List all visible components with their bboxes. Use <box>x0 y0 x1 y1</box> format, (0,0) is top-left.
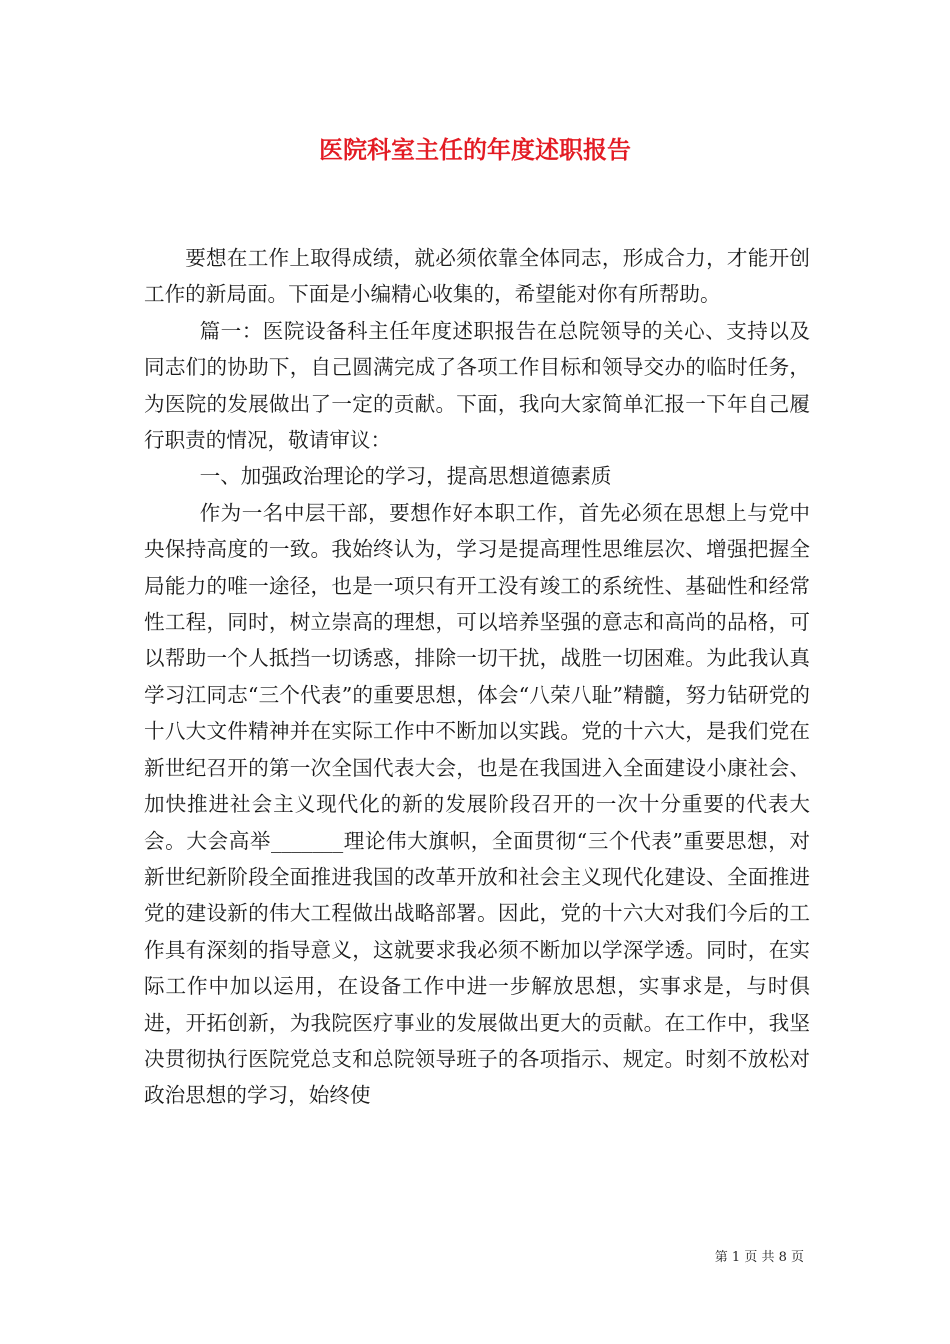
page-number: 第 1 页 共 8 页 <box>714 1250 804 1265</box>
paragraph-part-one: 篇一：医院设备科主任年度述职报告在总院领导的关心、支持以及同志们的协助下，自己圆满完成了各项工作目标和领导交办的临时任务，为医院的发展做出了一定的贡献。下面，我向大家简单汇报一下年自己履行职责的情况，敬请审议： <box>144 318 810 453</box>
section-heading-1: 一、加强政治理论的学习，提高思想道德素质 <box>199 464 612 489</box>
document-title: 医院科室主任的年度述职报告 <box>319 135 631 164</box>
paragraph-intro: 要想在工作上取得成绩，就必须依靠全体同志，形成合力，才能开创工作的新局面。下面是小编精心收集的，希望能对你有所帮助。 <box>144 246 810 307</box>
paragraph-section-1-body: 作为一名中层干部，要想作好本职工作，首先必须在思想上与党中央保持高度的一致。我始终认为，学习是提高理性思维层次、增强把握全局能力的唯一途径，也是一项只有开工没有竣工的系统性、基础性和经常性工程，同时，树立崇高的理想，可以培养坚强的意志和高尚的品格，可以帮助一个人抵挡一切诱惑，排除一切干扰，战胜一切困难。为此我认真学习江同志“三个代表”的重要思想，体会“八荣八耻”精髓，努力钻研党的十八大文件精神并在实际工作中不断加以实践。党的十六大，是我们党在新世纪召开的第一次全国代表大会，也是在我国进入全面建设小康社会、加快推进社会主义现代化的新的发展阶段召开的一次十分重要的代表大会。大会高举_______理论伟大旗帜，全面贯彻“三个代表”重要思想，对新世纪新阶段全面推进我国的改革开放和社会主义现代化建设、全面推进党的建设新的伟大工程做出战略部署。因此，党的十六大对我们今后的工作具有深刻的指导意义，这就要求我必须不断加以学深学透。同时，在实际工作中加以运用，在设备工作中进一步解放思想，实事求是，与时俱进，开拓创新，为我院医疗事业的发展做出更大的贡献。在工作中，我坚决贯彻执行医院党总支和总院领导班子的各项指示、规定。时刻不放松对政治思想的学习，始终使 <box>144 500 810 1108</box>
document-body <box>144 240 810 1114</box>
